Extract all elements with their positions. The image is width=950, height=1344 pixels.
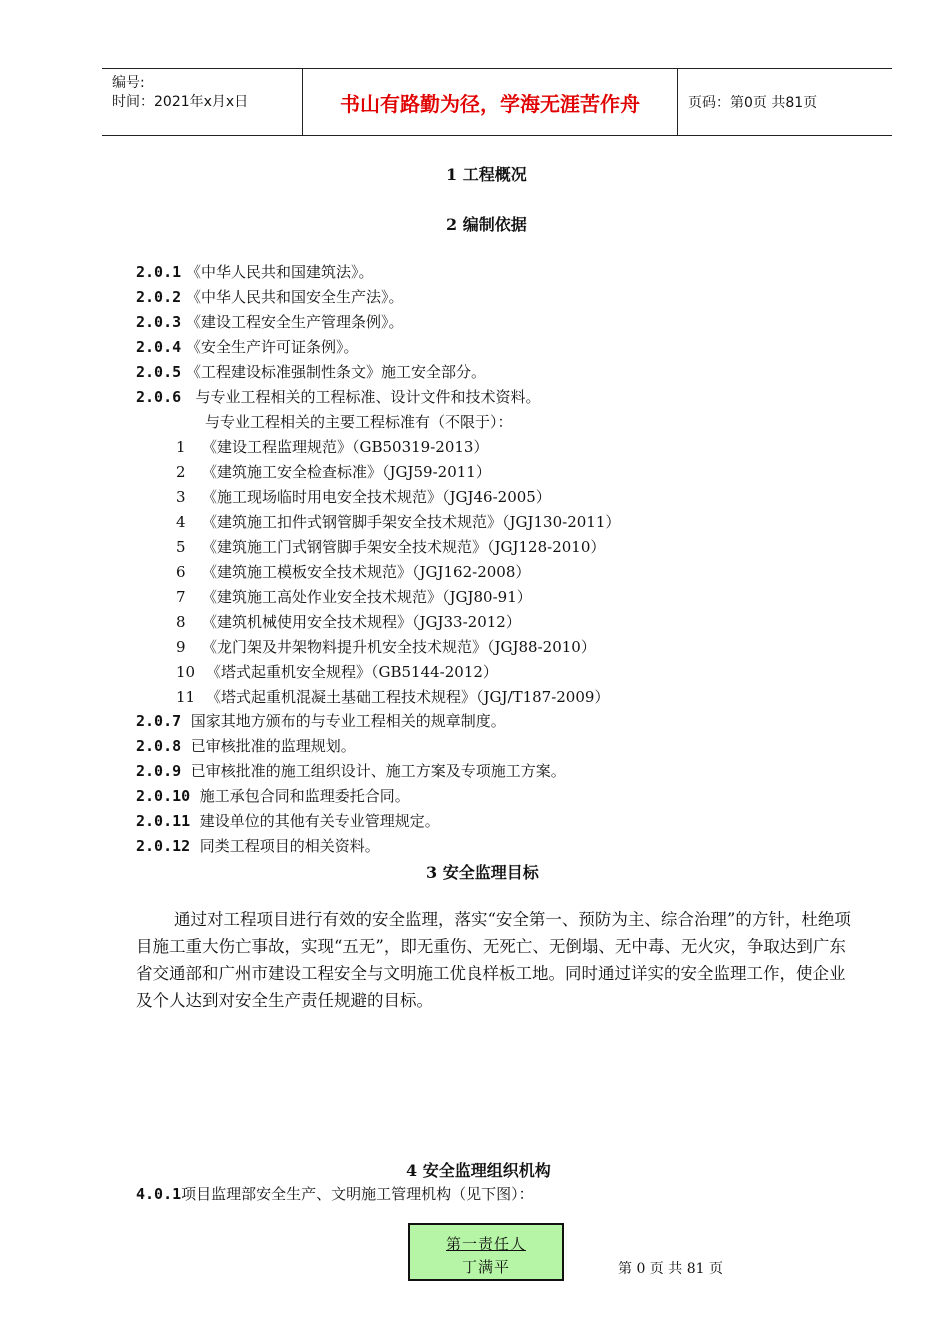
basis-item: 2.0.6 与专业工程相关的工程标准、设计文件和技术资料。 — [136, 388, 541, 406]
basis-item: 2.0.7 国家其地方颁布的与专业工程相关的规章制度。 — [136, 712, 506, 730]
time-label: 时间：2021年x月x日 — [112, 94, 249, 110]
header-meta-cell — [102, 69, 303, 135]
section-title-goal: 3 安全监理目标 — [426, 863, 539, 882]
standard-item: 3 《施工现场临时用电安全技术规范》（JGJ46-2005） — [176, 488, 551, 506]
standard-item: 9 《龙门架及井架物料提升机安全技术规范》（JGJ88-2010） — [176, 638, 596, 656]
page-footer: 第 0 页 共 81 页 — [618, 1261, 723, 1277]
standards-intro: 与专业工程相关的主要工程标准有（不限于）： — [205, 413, 513, 431]
standard-item: 5 《建筑施工门式钢管脚手架安全技术规范》（JGJ128-2010） — [176, 538, 606, 556]
org-node-name: 丁满平 — [461, 1258, 510, 1276]
number-label: 编号: — [112, 75, 145, 91]
standard-item: 8 《建筑机械使用安全技术规程》（JGJ33-2012） — [176, 613, 521, 631]
org-intro: 4.0.1项目监理部安全生产、文明施工管理机构（见下图）： — [136, 1185, 534, 1203]
basis-item: 2.0.9 已审核批准的施工组织设计、施工方案及专项施工方案。 — [136, 762, 566, 780]
standard-item: 10 《塔式起重机安全规程》（GB5144-2012） — [176, 663, 498, 681]
basis-item: 2.0.10 施工承包合同和监理委托合同。 — [136, 787, 410, 805]
basis-item: 2.0.3 《建设工程安全生产管理条例》。 — [136, 313, 404, 331]
goal-paragraph: 通过对工程项目进行有效的安全监理，落实“安全第一、预防为主、综合治理”的方针，杜绝项目施工重大伤亡事故，实现“五无”，即无重伤、无死亡、无倒塌、无中毒、无火灾，争取达到广东省交通部和广州市建设工程安全与文明施工优良样板工地。同时通过详实的安全监理工作，使企业及个人达到对安全生产责任规避的目标。 — [136, 910, 851, 1010]
basis-item: 2.0.8 已审核批准的监理规划。 — [136, 737, 356, 755]
section-title-overview: 1 工程概况 — [446, 165, 527, 184]
standard-item: 1 《建设工程监理规范》（GB50319-2013） — [176, 438, 489, 456]
basis-item: 2.0.2 《中华人民共和国安全生产法》。 — [136, 288, 404, 306]
basis-item: 2.0.5 《工程建设标准强制性条文》施工安全部分。 — [136, 363, 486, 381]
basis-item: 2.0.4 《安全生产许可证条例》。 — [136, 338, 359, 356]
section-title-organization: 4 安全监理组织机构 — [406, 1161, 551, 1180]
document-header — [102, 68, 892, 136]
org-node-title: 第一责任人 — [445, 1235, 526, 1253]
standard-item: 7 《建筑施工高处作业安全技术规范》（JGJ80-91） — [176, 588, 532, 606]
standard-item: 11 《塔式起重机混凝土基础工程技术规程》（JGJ/T187-2009） — [176, 688, 610, 706]
header-motto: 书山有路勤为径，学海无涯苦作舟 — [303, 69, 678, 135]
section-title-basis: 2 编制依据 — [446, 215, 527, 234]
basis-item: 2.0.12 同类工程项目的相关资料。 — [136, 837, 380, 855]
standard-item: 2 《建筑施工安全检查标准》（JGJ59-2011） — [176, 463, 491, 481]
basis-item: 2.0.1 《中华人民共和国建筑法》。 — [136, 263, 374, 281]
basis-item: 2.0.11 建设单位的其他有关专业管理规定。 — [136, 812, 440, 830]
standard-item: 6 《建筑施工模板安全技术规范》（JGJ162-2008） — [176, 563, 531, 581]
header-page-info: 页码：第0页 共81页 — [688, 95, 818, 111]
org-chart-node-first-responsible — [408, 1223, 564, 1281]
standard-item: 4 《建筑施工扣件式钢管脚手架安全技术规范》（JGJ130-2011） — [176, 513, 621, 531]
